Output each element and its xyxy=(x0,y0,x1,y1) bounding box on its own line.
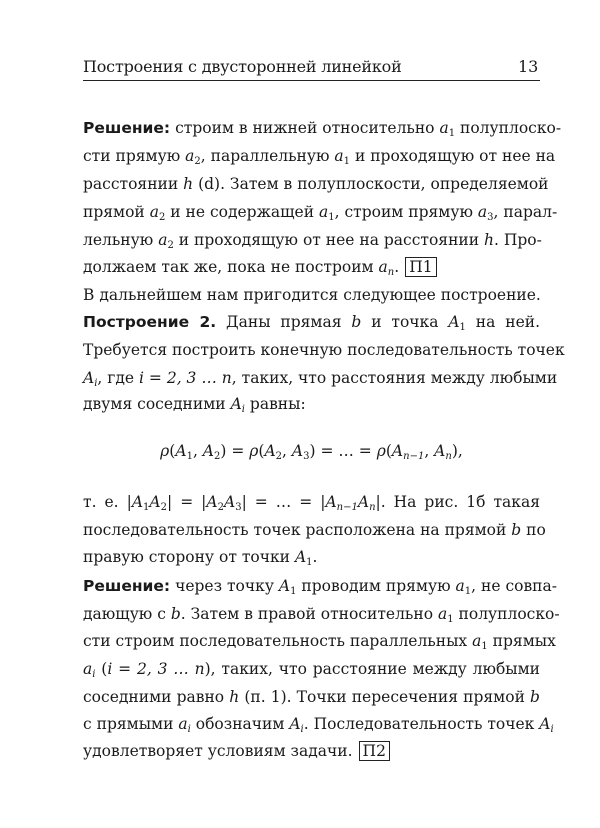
solution2-line-2: дающую с b. Затем в правой относительно $a_1$ полуплоско- xyxy=(83,605,560,625)
solution2-line-4: $a_i$ (i = 2, 3 … n), таких, что расстояние между любыми xyxy=(83,660,540,680)
solution1-line-5: лельную $a_2$ и проходящую от нее на расстоянии h. Про- xyxy=(83,231,542,251)
construction2-line-5: т. е. $|A_1A_2| = |A_2A_3|$ = … = $|A_{n-1}A_n|$. На рис. 1б такая xyxy=(83,493,540,513)
solution1-line-4: прямой $a_2$ и не содержащей $a_1$, строим прямую $a_3$, парал- xyxy=(83,203,558,223)
solution2-line-5: соседними равно h (п. 1). Точки пересечения прямой b xyxy=(83,688,540,706)
end-marker-box: П1 xyxy=(405,257,436,277)
solution2-line-7: удовлетворяет условиям задачи. П2 xyxy=(83,741,540,761)
solution1-line-6: должаем так же, пока не построим $a_n$. П1 xyxy=(83,257,540,277)
construction2-line-1: Построение 2. Даны прямая b и точка $A_1$ на ней. xyxy=(83,313,540,333)
construction2-line-6: последовательность точек расположена на прямой b по xyxy=(83,521,546,539)
solution1-line-2: сти прямую $a_2$, параллельную $a_1$ и проходящую от нее на xyxy=(83,147,556,167)
transition-sentence: В дальнейшем нам пригодится следующее построение. xyxy=(83,286,541,304)
solution1-line-1: Решение: строим в нижней относительно $a_1$ полуплоско- xyxy=(83,119,562,139)
end-marker-box: П2 xyxy=(359,741,390,761)
construction-label: Построение 2. xyxy=(83,313,217,331)
solution2-line-3: сти строим последовательность параллельных $a_1$ прямых xyxy=(83,632,556,652)
running-header-title: Построения с двусторонней линейкой xyxy=(83,57,402,76)
solution2-line-6: с прямыми $a_i$ обозначим $A_i$. Последовательность точек $A_i$ xyxy=(83,715,554,735)
construction2-line-2: Требуется построить конечную последовательность точек xyxy=(83,341,565,359)
construction2-line-3: $A_i$, где i = 2, 3 … n, таких, что расстояния между любыми xyxy=(83,369,558,389)
solution-label: Решение: xyxy=(83,577,171,595)
display-formula: $\rho(A_1$, $A_2) = \rho(A_2$, $A_3$) = … = $\rho(A_{n-1}$, $A_n$), xyxy=(160,442,463,462)
construction2-line-7: правую сторону от точки $A_1$. xyxy=(83,548,318,568)
solution2-line-1: Решение: через точку $A_1$ проводим прямую $a_1$, не совпа- xyxy=(83,577,557,597)
construction2-line-4: двумя соседними $A_i$ равны: xyxy=(83,395,306,415)
solution-label: Решение: xyxy=(83,119,171,137)
solution1-line-3: расстоянии h (d). Затем в полуплоскости, определяемой xyxy=(83,175,549,193)
page-number: 13 xyxy=(518,57,539,76)
header-rule xyxy=(83,80,540,81)
